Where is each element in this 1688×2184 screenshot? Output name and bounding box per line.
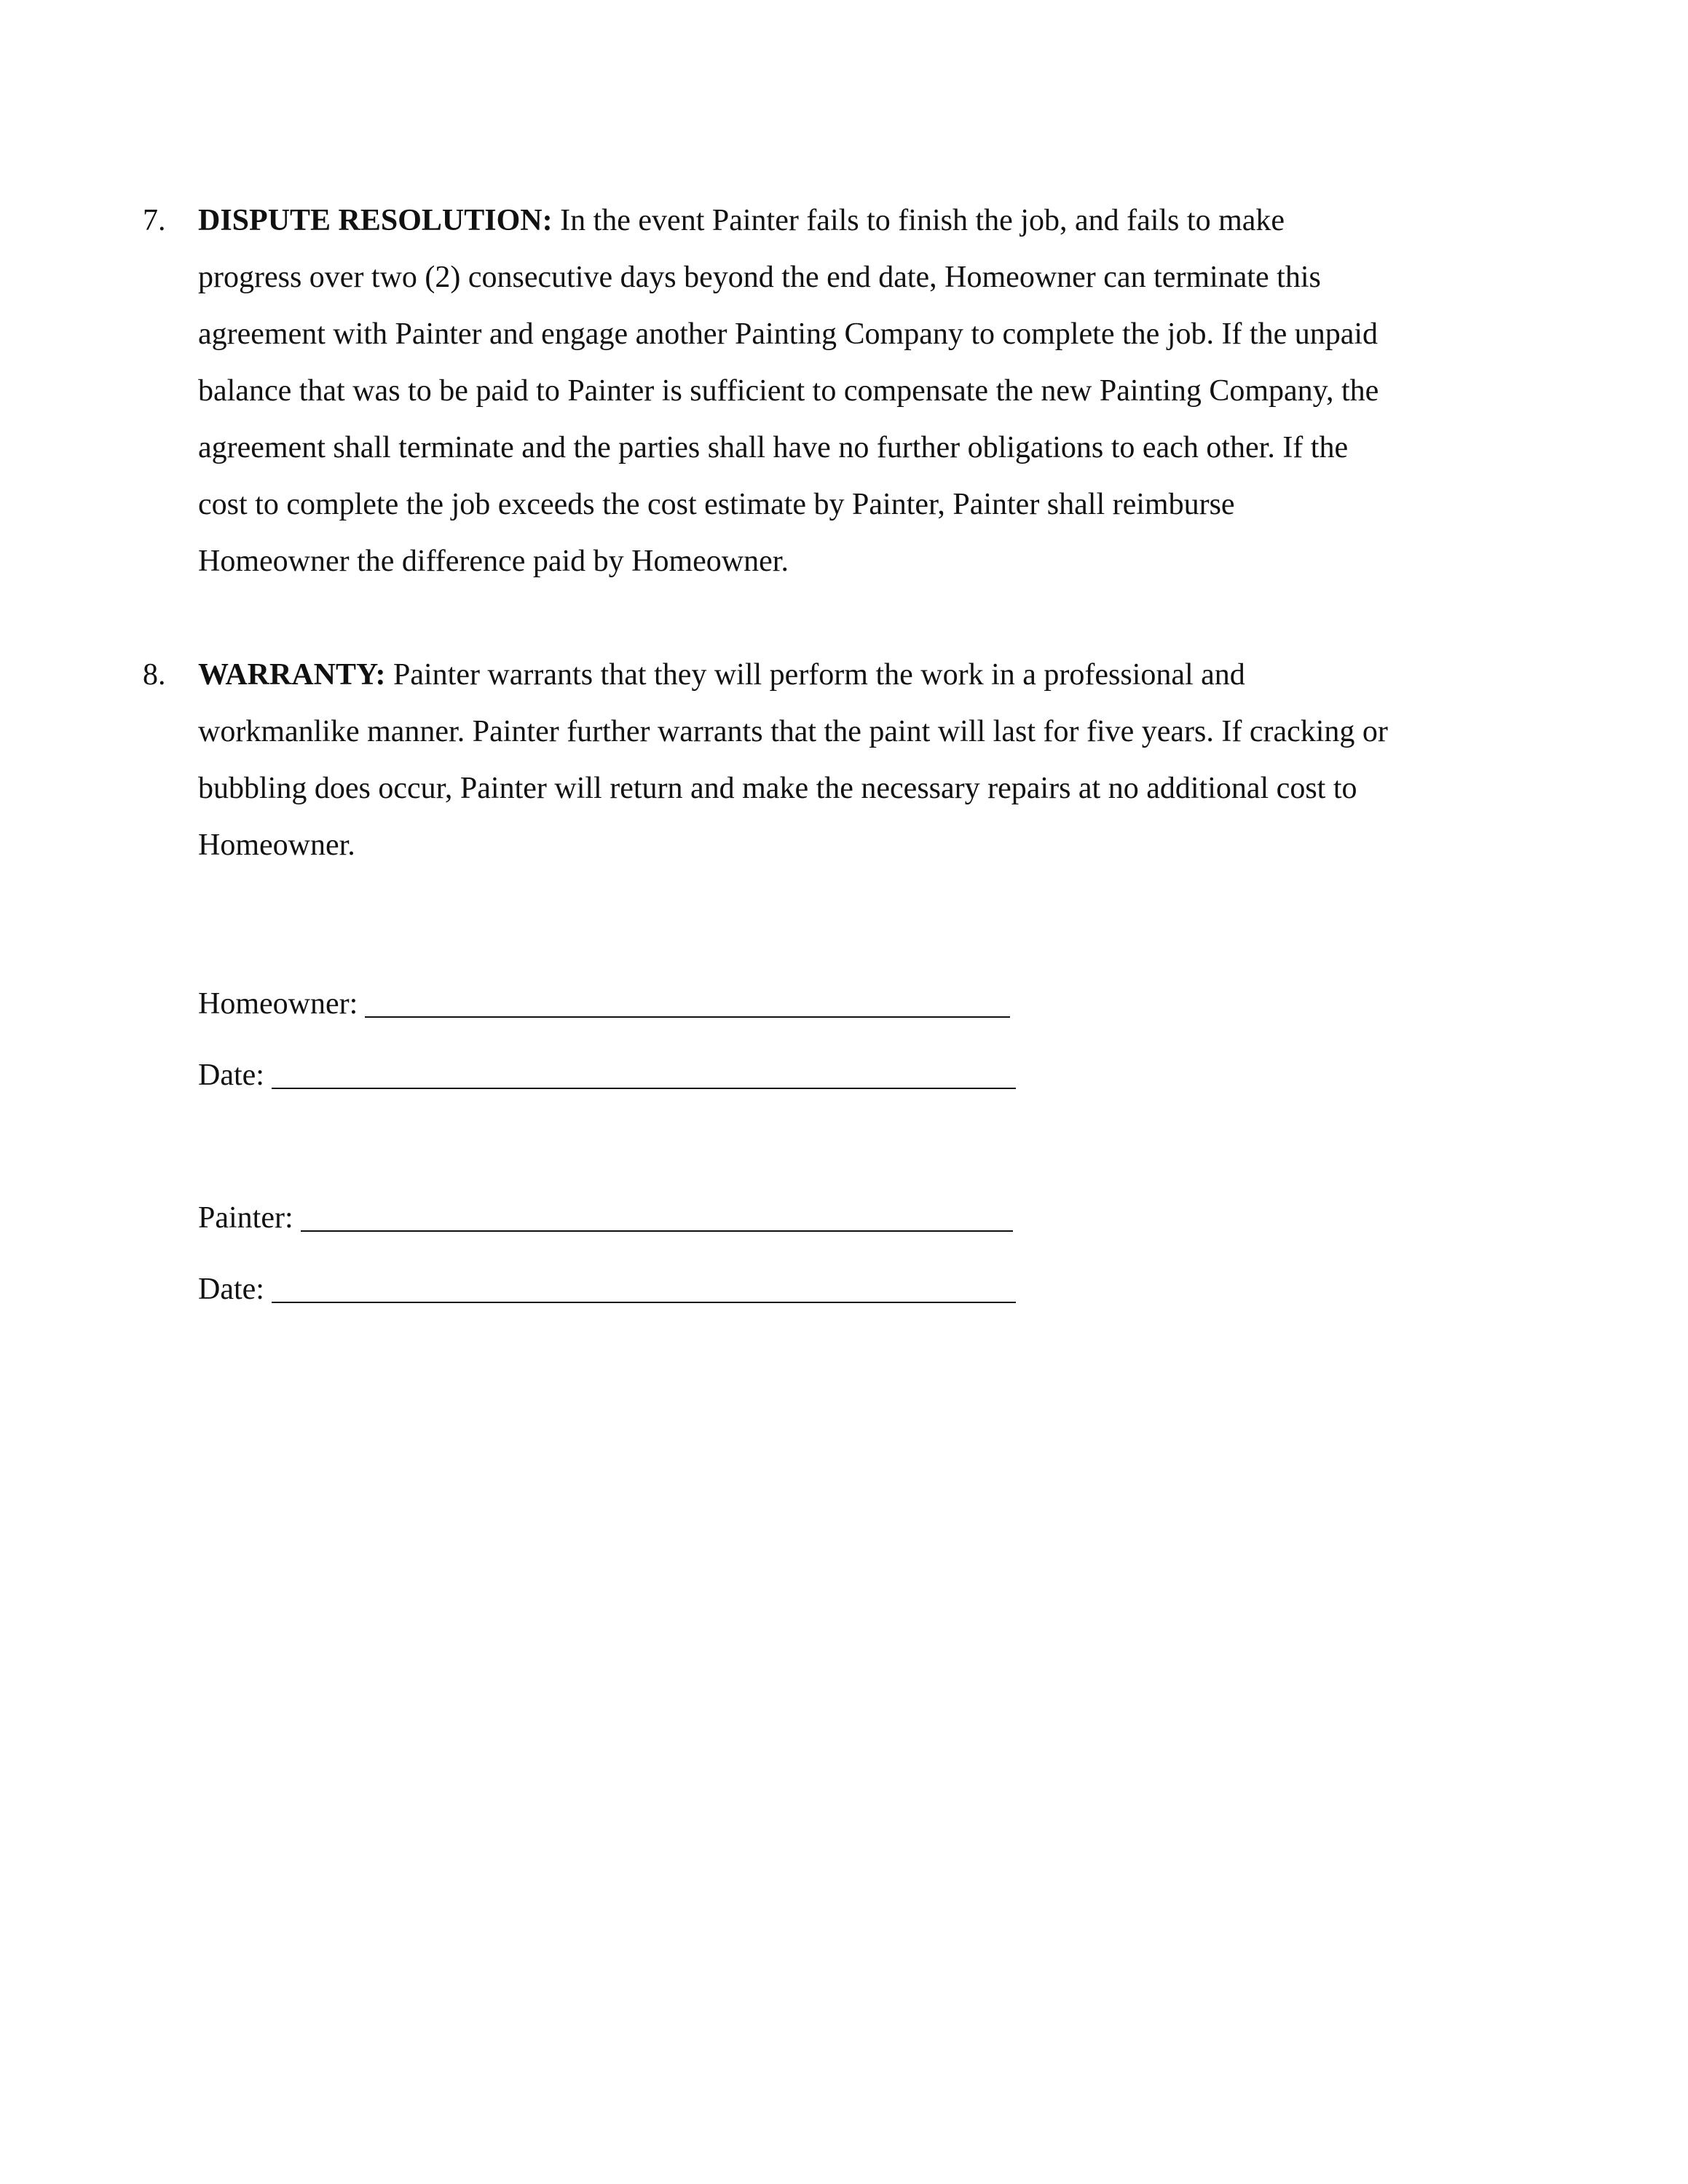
section-body [198, 646, 1523, 874]
painter-date-label: Date: [198, 1273, 264, 1306]
section-line: cost to complete the job exceeds the cost estimate by Painter, Painter shall reimburse [198, 488, 1235, 521]
section-body [198, 192, 1523, 590]
section-number: 7. [143, 204, 166, 237]
painter-signature-field[interactable] [301, 1201, 1013, 1232]
painter-signature-label: Painter: [198, 1201, 293, 1235]
homeowner-signature-row [198, 983, 1010, 1026]
painter-date-row [198, 1268, 1016, 1312]
homeowner-date-field[interactable] [272, 1059, 1016, 1089]
homeowner-signature-field[interactable] [365, 987, 1010, 1018]
section-line: workmanlike manner. Painter further warrants that the paint will last for five years. If cracking or [198, 715, 1388, 748]
homeowner-date-row [198, 1054, 1016, 1098]
section-line [198, 646, 1523, 703]
section-text: In the event Painter fails to finish the job, and fails to make [552, 204, 1285, 237]
section-heading: DISPUTE RESOLUTION: [198, 204, 553, 237]
painter-signature-row [198, 1197, 1013, 1241]
section-line: agreement with Painter and engage another Painting Company to complete the job. If the unpaid [198, 317, 1379, 351]
painter-date-field[interactable] [272, 1273, 1016, 1303]
section-line: Homeowner the difference paid by Homeowner. [198, 545, 789, 578]
section-line [198, 192, 1523, 249]
section-line: bubbling does occur, Painter will return and make the necessary repairs at no additional cost to [198, 772, 1357, 805]
section-line: agreement shall terminate and the parties shall have no further obligations to each other. If the [198, 431, 1349, 464]
section-line: balance that was to be paid to Painter is sufficient to compensate the new Painting Company, the [198, 374, 1379, 408]
homeowner-date-label: Date: [198, 1059, 264, 1092]
homeowner-signature-label: Homeowner: [198, 987, 358, 1021]
section-text: Painter warrants that they will perform the work in a professional and [385, 658, 1245, 692]
section-heading: WARRANTY: [198, 658, 386, 692]
section-line: Homeowner. [198, 828, 355, 862]
section-number: 8. [143, 658, 166, 692]
section-line: progress over two (2) consecutive days beyond the end date, Homeowner can terminate this [198, 261, 1321, 294]
